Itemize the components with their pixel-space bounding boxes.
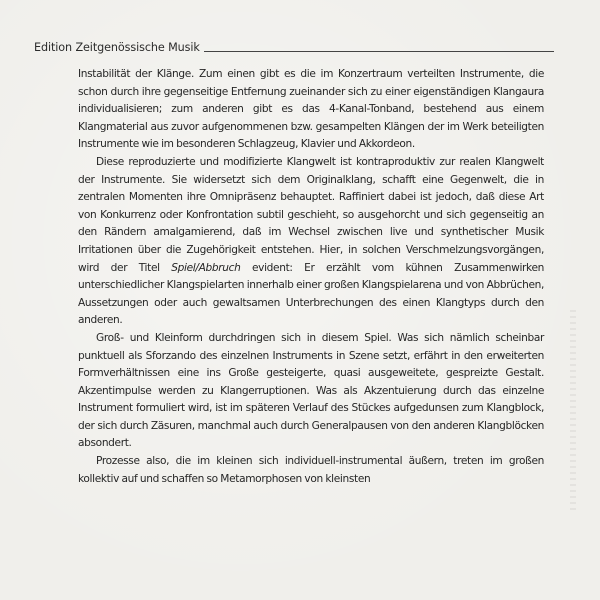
- margin-bleed-through: [570, 310, 576, 510]
- header-rule: [204, 51, 554, 52]
- running-header: [34, 38, 554, 54]
- paragraph-1: Instabilität der Klänge. Zum einen gibt es die im Konzertraum verteilten Instrumente, die schon durch ihre gegenseitige Entfernung zueinander sich zu einer eigenständigen Klangaura individualisieren; zum anderen gibt es das 4-Kanal-Tonband, bestehend aus einem Klangmaterial aus zuvor aufgenommenen bzw. gesampelten Klängen der im Werk beteiligten Instrumente wie im besonderen Schlagzeug, Klavier und Akkordeon.: [78, 68, 544, 151]
- paragraph-3: Groß- und Kleinform durchdringen sich in diesem Spiel. Was sich nämlich scheinbar punktuell als Sforzando des einzelnen Instruments in Szene setzt, erfährt in den erweiterten Formverhältnissen eine ins Große gesteigerte, quasi ausgeweitete, gespreizte Gestalt. Akzentimpulse werden zu Klangerruptionen. Was als Akzentuierung durch das einzelne Instrument formuliert wird, ist im späteren Verlauf des Stückes aufgedunsen zum Klangblock, der sich durch Zäsuren, manchmal auch durch Generalpausen von den anderen Klangblöcken absondert.: [78, 331, 544, 450]
- paragraph-4: Prozesse also, die im kleinen sich individuell-instrumental äußern, treten im großen kollektiv auf und schaffen so Metamorphosen von kleinsten: [78, 455, 544, 485]
- body-text: [78, 66, 544, 488]
- header-title: Edition Zeitgenössische Musik: [34, 41, 200, 54]
- paragraph-2-text-before: Diese reproduzierte und modifizierte Klangwelt ist kontraproduktiv zur realen Klangwelt der Instrumente. Sie widersetzt sich dem Originalklang, schafft eine Gegenwelt, die in zentralen Momenten ihre Omnipräsenz behauptet. Raffiniert dabei ist jedoch, daß diese Art von Konkurrenz oder Konfrontation subtil geschieht, so ausgehorcht und sich gegenseitig an den Rändern amalgamierend, daß im Wechsel zwischen live und synthetischer Musik Irritationen über die Zugehörigkeit entstehen. Hier, in solchen Verschmelzungsvorgängen, wird der Titel: [78, 155, 544, 274]
- work-title: Spiel/Abbruch: [171, 261, 241, 274]
- paragraph-2-text-after: evident: Er erzählt vom kühnen Zusammenwirken unterschiedlicher Klangspielarten innerhalb einer großen Klangspielarena und von Abbrüchen, Aussetzungen oder auch gewaltsamen Unterbrechungen des einen Klangtyps durch den anderen.: [78, 261, 544, 327]
- paragraph-2: [78, 154, 544, 330]
